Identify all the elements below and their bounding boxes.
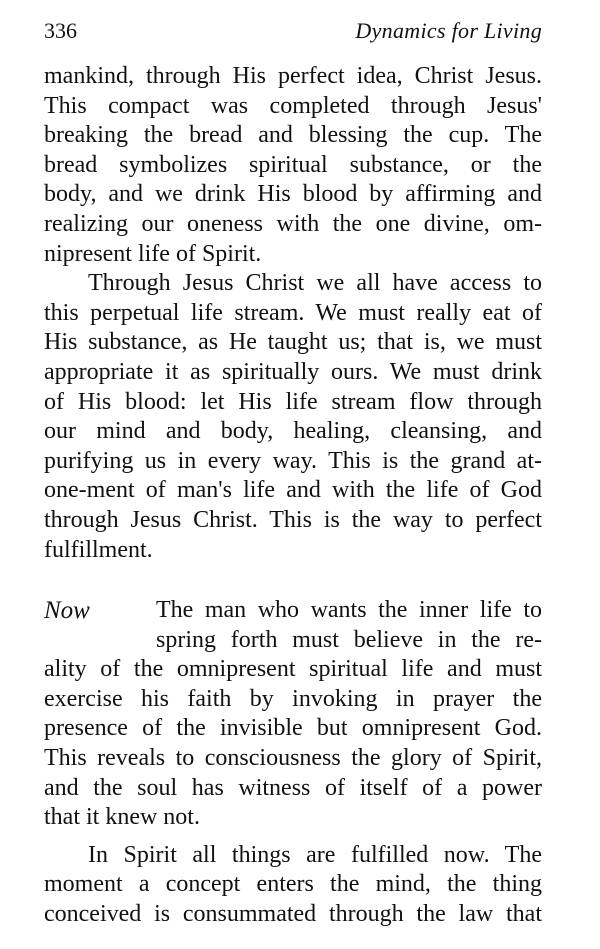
text-line: conceived is consummated through the law that <box>44 901 542 928</box>
text-line: this perpetual life stream. We must really eat of <box>44 299 542 326</box>
paragraph-1 <box>44 62 542 269</box>
section-heading: Now <box>44 597 90 625</box>
text-line: our mind and body, healing, cleansing, and <box>44 418 542 445</box>
text-line: one-ment of man's life and with the life of God <box>44 477 542 504</box>
body-text <box>44 62 542 930</box>
page-number: 336 <box>44 18 77 43</box>
text-line: through Jesus Christ. This is the way to perfect <box>44 506 542 533</box>
text-line: nipresent life of Spirit. <box>44 240 262 267</box>
running-head <box>44 18 542 48</box>
text-line: ality of the omnipresent spiritual life and must <box>44 656 542 683</box>
running-title: Dynamics for Living <box>355 18 542 43</box>
text-line: His substance, as He taught us; that is, we must <box>44 329 542 356</box>
text-line: mankind, through His perfect idea, Christ Jesus. <box>44 63 542 89</box>
text-line: Through Jesus Christ we all have access to <box>88 270 542 297</box>
text-line: of His blood: let His life stream flow through <box>44 388 542 415</box>
text-line: purifying us in every way. This is the grand at- <box>44 447 542 474</box>
text-line: moment a concept enters the mind, the thing <box>44 871 542 898</box>
text-line: This reveals to consciousness the glory of Spirit, <box>44 745 542 772</box>
text-line: presence of the invisible but omnipresent God. <box>44 715 542 742</box>
text-line: and the soul has witness of itself of a power <box>44 774 542 801</box>
paragraph-4 <box>44 841 542 930</box>
paragraph-2 <box>44 269 542 565</box>
text-line: breaking the bread and blessing the cup. The <box>44 122 542 149</box>
text-line: that it knew not. <box>44 804 200 831</box>
text-line: The man who wants the inner life to <box>156 597 542 624</box>
text-line: In Spirit all things are fulfilled now. The <box>88 841 542 868</box>
text-line: exercise his faith by invoking in prayer the <box>44 685 542 712</box>
text-line: body, and we drink His blood by affirming and <box>44 181 542 208</box>
text-line: spring forth must believe in the re- <box>156 626 542 653</box>
text-line: This compact was completed through Jesus' <box>44 92 542 119</box>
text-line: appropriate it as spiritually ours. We must drink <box>44 358 542 385</box>
text-line: fulfillment. <box>44 536 153 563</box>
text-line: realizing our oneness with the one divine, om- <box>44 210 542 237</box>
section-now <box>44 596 542 833</box>
text-line: bread symbolizes spiritual substance, or the <box>44 151 542 178</box>
